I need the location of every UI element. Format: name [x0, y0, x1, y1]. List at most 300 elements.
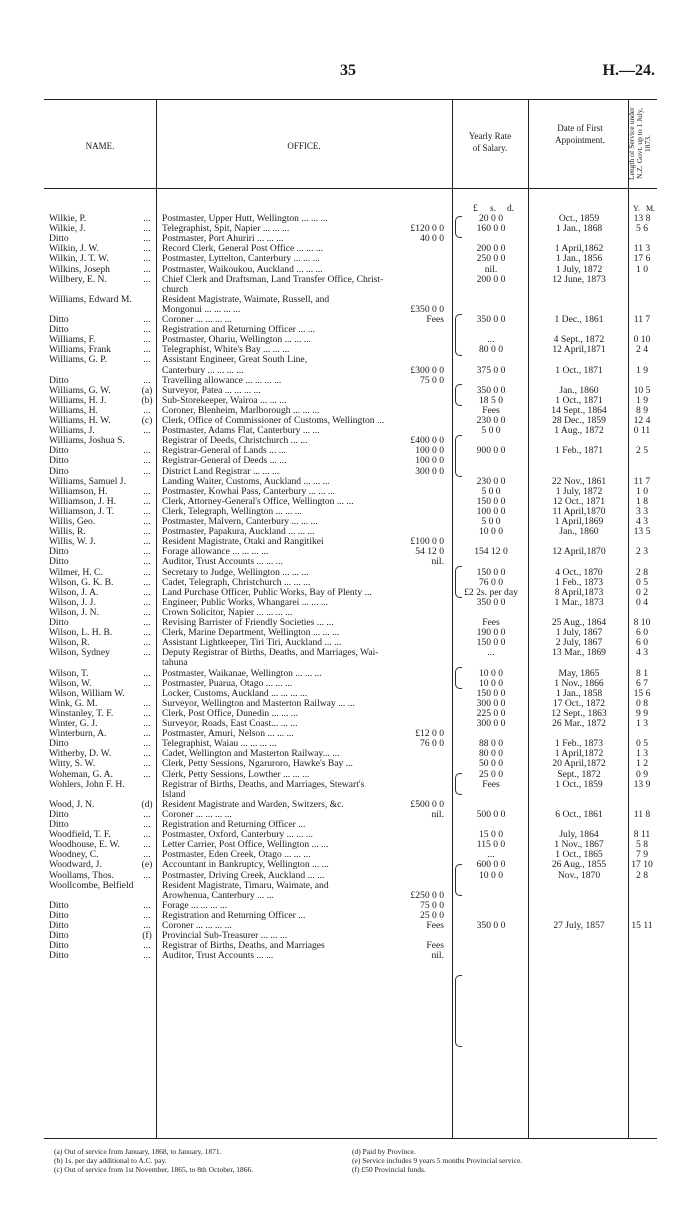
brace: [455, 667, 462, 689]
row-name: Woollams, Thos.: [49, 869, 114, 881]
row-name: Ditto: [49, 930, 69, 942]
row-office: Travelling allowance ... ... ... ...: [162, 374, 282, 386]
row-name: Willis, Geo.: [49, 516, 96, 527]
row-office: Accountant in Bankruptcy, Wellington ... ...: [162, 859, 329, 871]
row-salary: ...: [487, 647, 495, 659]
row-name: Williams, Edward M.: [49, 293, 132, 305]
row-note: ...: [143, 465, 151, 477]
row-office: Coroner ... ... ... ...: [162, 808, 232, 820]
row-length: 5 8: [636, 839, 648, 851]
row-note: ...: [143, 637, 151, 649]
row-date: 12 April,1871: [552, 344, 606, 356]
row-name: Woheman, G. A.: [49, 768, 113, 780]
table-row: [44, 658, 657, 668]
row-date: 12 Sept., 1863: [551, 707, 607, 719]
row-office: Arowhenua, Canterbury ... ...: [162, 889, 274, 901]
row-office: Registration and Returning Officer ...: [162, 819, 306, 830]
row-office: Postmaster, Puarua, Otago ... ... ...: [162, 677, 293, 689]
row-name: Williams, J.: [49, 425, 95, 437]
table-row: [44, 557, 657, 567]
row-office: Forage allowance ... ... ... ...: [162, 546, 269, 558]
table-row: [44, 456, 657, 466]
row-amount: 300 0 0: [415, 465, 444, 477]
row-office: Postmaster, Amuri, Nelson ... ... ...: [162, 728, 294, 740]
row-date: 4 Sept., 1872: [553, 334, 605, 346]
row-length: 1 3: [636, 748, 648, 760]
table-row: [44, 860, 657, 870]
unit-months: M.: [646, 204, 656, 213]
row-note: ...: [143, 273, 151, 285]
row-note: (e): [141, 859, 153, 871]
row-amount: £350 0 0: [410, 303, 444, 315]
row-name: Wilkin, J. W.: [49, 243, 99, 255]
row-date: 1 July, 1872: [555, 263, 603, 275]
row-name: Wilmer, H. C.: [49, 566, 103, 578]
row-length: 4 3: [636, 647, 648, 659]
row-note: (b): [141, 394, 153, 406]
row-salary: 350 0 0: [476, 596, 506, 608]
row-amount: £250 0 0: [410, 889, 444, 901]
row-note: (d): [141, 798, 153, 810]
row-note: ...: [143, 495, 151, 507]
row-length: 0 2: [636, 586, 648, 598]
row-amount: 75 0 0: [420, 374, 444, 386]
table-row: [44, 931, 657, 941]
row-office: Postmaster, Papakura, Auckland ... ... ...: [162, 526, 315, 538]
row-date: May, 1865: [558, 667, 600, 679]
row-date: Sept., 1872: [557, 768, 601, 780]
row-note: ...: [143, 546, 151, 558]
brace: [455, 864, 462, 896]
brace: [455, 773, 462, 795]
table-row: [44, 770, 657, 780]
row-office: Landing Waiter, Customs, Auckland ... ... ...: [162, 475, 330, 487]
row-office: Registrar of Deeds, Christchurch ... ...: [162, 435, 308, 447]
row-note: ...: [143, 869, 151, 881]
row-date: 26 Aug., 1855: [551, 859, 607, 871]
row-salary: 350 0 0: [476, 314, 506, 325]
unit-pence: d.: [507, 204, 515, 214]
row-note: (f): [142, 930, 152, 942]
brace: [455, 384, 462, 406]
row-length: 1 9: [636, 364, 648, 376]
row-salary: 500 0 0: [476, 808, 506, 820]
row-length: 13 8: [633, 213, 651, 224]
row-date: 4 Oct., 1870: [555, 566, 603, 578]
row-name: Ditto: [49, 808, 69, 820]
row-salary: 5 0 0: [481, 425, 501, 437]
row-length: 11 7: [633, 314, 651, 325]
row-name: Willis, W. J.: [49, 536, 96, 548]
header-rule: [44, 188, 657, 189]
row-name: Wood, J. N.: [49, 798, 95, 810]
row-name: Wilkins, Joseph: [49, 263, 110, 275]
row-name: Williams, Frank: [49, 344, 111, 356]
row-note: ...: [143, 243, 151, 255]
row-office: Postmaster, Eden Creek, Otago ... ... ...: [162, 849, 311, 861]
table-row: [44, 790, 657, 800]
row-date: July, 1864: [559, 829, 599, 841]
row-office: Resident Magistrate, Timaru, Waimate, and: [162, 879, 329, 891]
row-length: 8 9: [636, 404, 648, 416]
row-salary: 25 0 0: [479, 768, 503, 780]
row-office: Clerk, Office of Commissioner of Customs, Wellington ...: [162, 415, 385, 426]
row-office: Coroner, Blenheim, Marlborough ... ... ...: [162, 404, 320, 416]
row-name: Ditto: [49, 314, 69, 325]
row-name: Wilson, J. N.: [49, 606, 99, 618]
row-office: Letter Carrier, Post Office, Wellington ... ...: [162, 839, 329, 851]
table-row: [44, 810, 657, 820]
row-note: ...: [143, 819, 151, 830]
row-salary: 300 0 0: [476, 697, 506, 709]
row-name: Ditto: [49, 899, 69, 911]
row-name: Wilson, William W.: [49, 687, 125, 699]
row-name: Winstanley, T. F.: [49, 707, 114, 719]
row-salary: £2 2s. per day: [464, 586, 518, 598]
row-office: Revising Barrister of Friendly Societies ... ...: [162, 617, 334, 628]
table-row: [44, 951, 657, 961]
header-name: NAME.: [85, 141, 115, 151]
row-salary: 80 0 0: [479, 344, 503, 356]
row-date: 14 Sept., 1864: [551, 404, 607, 416]
report-reference: H.—24.: [602, 62, 655, 79]
row-length: 0 4: [636, 596, 648, 608]
row-note: ...: [143, 576, 151, 588]
table-row: [44, 467, 657, 477]
row-office: Crown Solicitor, Napier ... ... ... ...: [162, 606, 293, 618]
row-note: ...: [143, 404, 151, 416]
row-office: Clerk, Marine Department, Wellington ... ... ...: [162, 627, 340, 639]
row-length: 2 5: [636, 445, 648, 457]
table-row: [44, 446, 657, 456]
row-name: Woodward, J.: [49, 859, 102, 871]
unit-years: Y.: [633, 204, 640, 213]
row-office: Assistant Lightkeeper, Tiri Tiri, Auckland ... ...: [162, 637, 342, 649]
row-office: District Land Registrar ... ... ...: [162, 465, 280, 477]
brace: [455, 975, 462, 1047]
row-name: Williams, G. P.: [49, 354, 107, 366]
row-date: 1 Oct., 1871: [555, 394, 603, 406]
row-salary: ...: [487, 849, 495, 861]
row-note: ...: [143, 718, 151, 729]
row-name: Ditto: [49, 920, 69, 931]
row-note: ...: [143, 697, 151, 709]
row-name: Wilson, R.: [49, 637, 90, 649]
header-office: OFFICE.: [287, 141, 321, 151]
row-salary: Fees: [482, 617, 500, 628]
row-salary: 200 0 0: [476, 273, 506, 285]
row-length: 1 3: [636, 718, 648, 729]
row-office: Registration and Returning Officer ...: [162, 909, 306, 921]
row-length: 0 9: [636, 768, 648, 780]
row-salary: 154 12 0: [474, 546, 508, 558]
row-office: Sub-Storekeeper, Wairoa ... ... ...: [162, 394, 287, 406]
row-salary: 80 0 0: [479, 748, 503, 760]
row-date: 6 Oct., 1861: [555, 808, 603, 820]
row-note: ...: [143, 213, 151, 224]
row-length: 13 5: [633, 526, 651, 538]
page-number: 35: [340, 62, 356, 79]
row-name: Willbery, E. N.: [49, 273, 107, 285]
row-note: ...: [143, 950, 151, 962]
row-salary: 10 0 0: [479, 667, 503, 679]
row-date: 20 April,1872: [552, 758, 606, 770]
row-date: Nov., 1870: [557, 869, 601, 881]
table-row: [44, 224, 657, 234]
row-office: Coroner ... ... ... ...: [162, 314, 232, 325]
row-office: Deputy Registrar of Births, Deaths, and Marriages, Wai-: [162, 647, 379, 659]
row-amount: £500 0 0: [410, 798, 444, 810]
row-note: ...: [143, 556, 151, 568]
row-note: ...: [143, 909, 151, 921]
row-office: Record Clerk, General Post Office ... ... ...: [162, 243, 324, 255]
row-name: Wilkin, J. T. W.: [49, 253, 109, 265]
row-date: 1 Nov., 1867: [554, 839, 604, 851]
row-name: Ditto: [49, 556, 69, 568]
row-salary: 250 0 0: [476, 253, 506, 265]
row-office: Clerk, Petty Sessions, Lowther ... ... ...: [162, 768, 310, 780]
row-office: Postmaster, Waikoukou, Auckland ... ... ...: [162, 263, 323, 275]
row-note: ...: [143, 808, 151, 820]
row-salary: ...: [487, 334, 495, 346]
row-note: ...: [143, 606, 151, 618]
row-name: Wink, G. M.: [49, 697, 98, 709]
row-name: Wohlers, John F. H.: [49, 778, 125, 790]
row-office: Postmaster, Upper Hutt, Wellington ... ... ...: [162, 213, 328, 224]
brace: [455, 435, 462, 477]
row-office: Surveyor, Patea ... ... ... ...: [162, 384, 261, 396]
row-note: ...: [143, 324, 151, 336]
row-office: Clerk, Attorney-General's Office, Wellington ... ...: [162, 495, 354, 507]
row-office: Telegraphist, White's Bay ... ... ...: [162, 344, 290, 356]
row-note: ...: [143, 738, 151, 750]
row-name: Williams, H.: [49, 404, 98, 416]
footnote-b: (b) 1s. per day additional to A.C. pay.: [54, 1156, 167, 1165]
brace: [455, 566, 462, 598]
row-salary: Fees: [482, 778, 500, 790]
row-date: 12 Oct., 1871: [552, 495, 606, 507]
row-date: 1 Oct., 1871: [555, 364, 603, 376]
row-office: Postmaster, Driving Creek, Auckland ... ...: [162, 869, 325, 881]
row-office: Land Purchase Officer, Public Works, Bay of Plenty ...: [162, 586, 372, 598]
row-length: 0 11: [633, 425, 651, 437]
row-note: (c): [141, 415, 153, 426]
row-office: Surveyor, Wellington and Masterton Railway ... ...: [162, 697, 355, 709]
row-salary: 350 0 0: [476, 384, 506, 396]
row-date: 1 July, 1872: [555, 485, 603, 497]
row-name: Winter, G. J.: [49, 718, 98, 729]
row-note: (a): [141, 384, 153, 396]
row-office: Telegraphist, Waiau ... ... ... ...: [162, 738, 277, 750]
header-salary: Yearly Rate of Salary.: [468, 131, 512, 153]
row-office: Postmaster, Ohariu, Wellington ... ... ...: [162, 334, 311, 346]
row-office: Coroner ... ... ... ...: [162, 920, 232, 931]
row-salary: 375 0 0: [476, 364, 506, 376]
footnote-a: (a) Out of service from January, 1868, to January, 1871.: [54, 1147, 222, 1156]
row-amount: Fees: [426, 314, 444, 325]
row-office: Registrar-General of Deeds ... ...: [162, 455, 287, 467]
row-date: Jan., 1860: [559, 526, 599, 538]
table-row: [44, 345, 657, 355]
row-date: 26 Mar., 1872: [552, 718, 606, 729]
table-row: [44, 719, 657, 729]
row-length: 1 0: [636, 485, 648, 497]
row-office: Postmaster, Lyttelton, Canterbury ... ... ...: [162, 253, 320, 265]
row-date: 1 Oct., 1865: [555, 849, 603, 861]
table-row: [44, 355, 657, 365]
row-name: Wilson, Sydney: [49, 647, 110, 659]
row-date: 13 Mar., 1869: [552, 647, 606, 659]
row-office: Registrar-General of Lands ... ...: [162, 445, 286, 457]
row-office: Clerk, Petty Sessions, Ngaruroro, Hawke's Bay ...: [162, 758, 353, 770]
row-office: Telegraphist, Spit, Napier ... ... ...: [162, 223, 290, 235]
row-note: ...: [143, 849, 151, 861]
row-date: 1 April,1862: [554, 243, 604, 255]
row-office: Clerk, Post Office, Dunedin ... ... ...: [162, 707, 298, 719]
row-note: ...: [143, 344, 151, 356]
row-note: ...: [143, 748, 151, 760]
row-note: ...: [143, 314, 151, 325]
row-note: ...: [143, 920, 151, 931]
row-salary: 10 0 0: [479, 677, 503, 689]
row-office: Engineer, Public Works, Whangarei ... ... ...: [162, 596, 329, 608]
row-office: Canterbury ... ... ... ...: [162, 364, 244, 376]
row-name: Ditto: [49, 546, 69, 558]
row-salary: 230 0 0: [476, 415, 506, 426]
row-amount: 40 0 0: [420, 233, 444, 245]
row-office: Resident Magistrate, Waimate, Russell, and: [162, 293, 330, 305]
row-name: Winterburn, A.: [49, 728, 107, 740]
row-name: Woollcombe, Belfield: [49, 879, 134, 891]
row-length: 2 8: [636, 869, 648, 881]
footnote-c: (c) Out of service from 1st November, 1865, to 8th October, 1866.: [54, 1165, 254, 1174]
row-note: ...: [143, 617, 151, 628]
row-length: 1 0: [636, 263, 648, 275]
table-row: [44, 941, 657, 951]
row-office: Cadet, Telegraph, Christchurch ... ... ...: [162, 576, 311, 588]
row-length: 0 5: [636, 738, 648, 750]
row-salary: 88 0 0: [479, 738, 503, 750]
row-note: ...: [143, 516, 151, 527]
row-note: ...: [143, 829, 151, 841]
row-length: 6 0: [636, 637, 648, 649]
row-amount: 54 12 0: [415, 546, 444, 558]
row-salary: 5 0 0: [481, 516, 501, 527]
row-amount: £12 0 0: [415, 728, 444, 740]
row-length: 15 6: [633, 687, 651, 699]
table-row: [44, 275, 657, 285]
table-row: [44, 265, 657, 275]
row-amount: nil.: [431, 556, 444, 568]
row-office: Postmaster, Kowhai Pass, Canterbury ... ... ...: [162, 485, 336, 497]
row-note: ...: [143, 485, 151, 497]
row-name: Ditto: [49, 233, 69, 245]
row-length: 6 0: [636, 627, 648, 639]
row-amount: £100 0 0: [410, 536, 444, 548]
row-date: 12 June, 1873: [552, 273, 606, 285]
row-name: Williams, F.: [49, 334, 96, 346]
row-note: ...: [143, 839, 151, 851]
table-row: [44, 901, 657, 911]
row-length: 7 9: [636, 849, 648, 861]
row-length: 13 9: [633, 778, 651, 790]
row-office: Auditor, Trust Accounts ... ...: [162, 950, 274, 962]
table-row: [44, 881, 657, 891]
footnote-f: (f) £50 Provincial funds.: [352, 1165, 426, 1174]
row-amount: nil.: [431, 950, 444, 962]
row-salary: 15 0 0: [479, 829, 503, 841]
row-name: Ditto: [49, 738, 69, 750]
row-name: Ditto: [49, 445, 69, 457]
row-length: 4 3: [636, 516, 648, 527]
row-salary: 350 0 0: [476, 920, 506, 931]
row-note: ...: [143, 536, 151, 548]
table-row: [44, 568, 657, 578]
table-row: [44, 315, 657, 325]
row-length: 11 8: [633, 808, 651, 820]
row-salary: 10 0 0: [479, 869, 503, 881]
row-note: ...: [143, 445, 151, 457]
row-salary: 230 0 0: [476, 475, 506, 487]
table-row: [44, 285, 657, 295]
row-name: Ditto: [49, 465, 69, 477]
row-length: 15 11: [631, 920, 653, 931]
row-salary: 600 0 0: [476, 859, 506, 871]
brace: [455, 314, 462, 356]
row-date: 17 Oct., 1872: [552, 697, 606, 709]
table-row: [44, 891, 657, 901]
row-length: 11 3: [633, 243, 651, 255]
row-office: Island: [162, 788, 186, 800]
row-name: Ditto: [49, 909, 69, 921]
row-date: 1 Feb., 1873: [555, 738, 603, 750]
row-salary: 100 0 0: [476, 505, 506, 517]
row-office: Resident Magistrate, Otaki and Rangitikei: [162, 536, 324, 548]
table-row: [44, 648, 657, 658]
row-date: 1 July, 1867: [555, 627, 603, 639]
row-length: 2 3: [636, 546, 648, 558]
row-date: 1 Oct., 1859: [555, 778, 603, 790]
row-name: Williamson, J. H.: [49, 495, 117, 507]
row-office: Resident Magistrate and Warden, Switzers, &c.: [162, 798, 344, 810]
row-salary: 160 0 0: [476, 223, 506, 235]
row-length: 0 10: [633, 334, 651, 346]
row-name: Witherby, D. W.: [49, 748, 112, 760]
row-office: Forage ... ... ... ...: [162, 899, 228, 911]
table-row: [44, 527, 657, 537]
row-salary: 150 0 0: [476, 687, 506, 699]
table-row: [44, 780, 657, 790]
row-date: Oct., 1859: [558, 213, 600, 224]
footnote-e: (e) Service includes 9 years 5 months Provincial service.: [352, 1156, 523, 1165]
row-date: 27 July, 1857: [553, 920, 605, 931]
row-length: 1 8: [636, 495, 648, 507]
row-date: 12 April,1870: [552, 546, 606, 558]
row-note: ...: [143, 263, 151, 275]
row-length: 1 2: [636, 758, 648, 770]
row-note: ...: [143, 667, 151, 679]
row-name: Wilson, J. J.: [49, 596, 96, 608]
row-date: 1 April,1872: [554, 748, 604, 760]
row-length: 10 5: [633, 384, 651, 396]
row-name: Ditto: [49, 819, 69, 830]
row-amount: £120 0 0: [410, 223, 444, 235]
row-name: Wilson, G. K. B.: [49, 576, 114, 588]
row-note: ...: [143, 940, 151, 952]
row-note: ...: [143, 647, 151, 659]
row-note: ...: [143, 233, 151, 245]
row-office: Mongonui ... ... ... ...: [162, 303, 241, 315]
